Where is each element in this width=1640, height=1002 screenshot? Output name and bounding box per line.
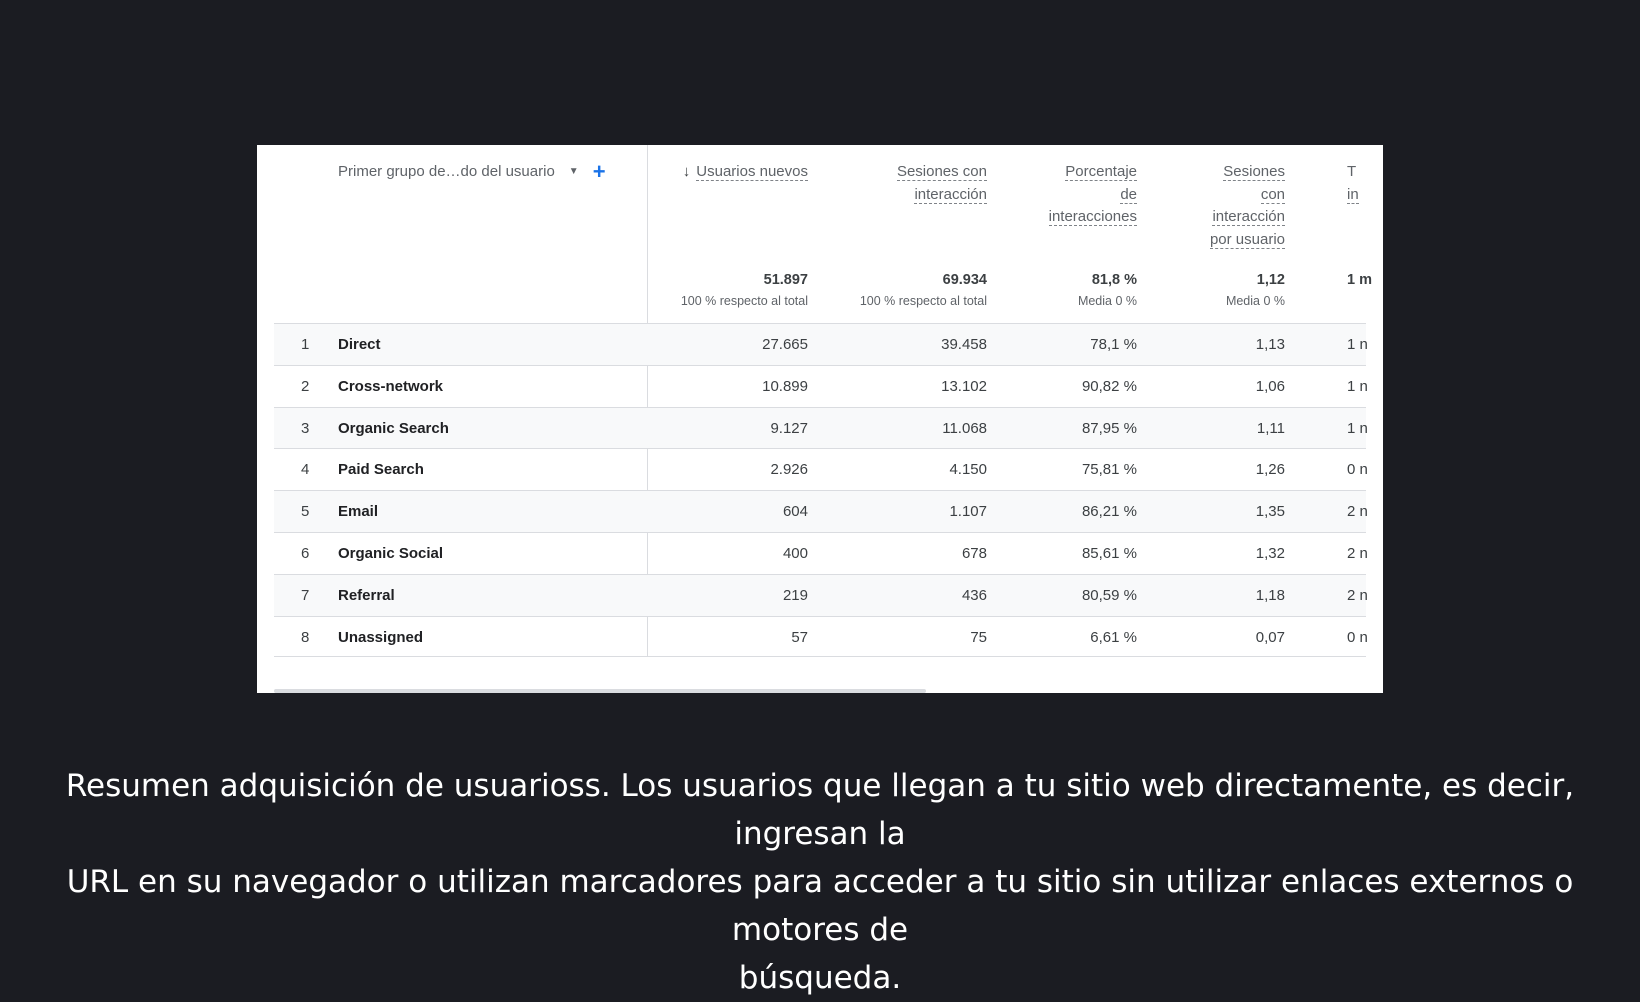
total-engagement-rate: 81,8 % Media 0 % <box>1077 272 1137 308</box>
column-header-truncated[interactable]: T in <box>1347 163 1359 203</box>
caption-line-3: búsqueda. <box>738 960 902 996</box>
table-row[interactable]: 1 Direct 27.665 39.458 78,1 % 1,13 1 n <box>274 324 1366 365</box>
chevron-down-icon[interactable]: ▼ <box>568 166 579 177</box>
table-row[interactable]: 2 Cross-network 10.899 13.102 90,82 % 1,06 1 n <box>301 378 1368 395</box>
acquisition-table <box>274 145 1372 657</box>
table-row[interactable]: 7 Referral 219 436 80,59 % 1,18 2 n <box>274 575 1366 616</box>
add-dimension-icon[interactable]: + <box>592 159 606 184</box>
column-header-new-users[interactable]: ↓ Usuarios nuevos <box>682 163 808 180</box>
dimension-header-label: Primer grupo de…do del usuario <box>338 163 555 180</box>
column-header-engagement-rate[interactable]: Porcentaje de interacciones <box>1048 163 1137 225</box>
row-divider <box>274 656 1366 657</box>
column-header-engaged-sessions[interactable]: Sesiones con interacción <box>896 163 987 203</box>
table-row[interactable]: 8 Unassigned 57 75 6,61 % 0,07 0 n <box>301 629 1368 646</box>
total-truncated: 1 m <box>1347 272 1372 288</box>
table-row[interactable]: 6 Organic Social 400 678 85,61 % 1,32 2 n <box>301 545 1368 562</box>
horizontal-scrollbar[interactable] <box>274 689 926 693</box>
table-row[interactable]: 5 Email 604 1.107 86,21 % 1,35 2 n <box>274 491 1366 532</box>
sort-arrow-down-icon[interactable]: ↓ <box>682 163 691 180</box>
table-row[interactable]: 4 Paid Search 2.926 4.150 75,81 % 1,26 0 n <box>301 461 1368 478</box>
table-row[interactable]: 3 Organic Search 9.127 11.068 87,95 % 1,11 1 n <box>274 408 1366 449</box>
total-new-users: 51.897 100 % respecto al total <box>680 272 808 308</box>
caption-line-1: Resumen adquisición de usuarioss. Los usuarios que llegan a tu sitio web directamente, es decir, ingresan la <box>65 768 1575 852</box>
column-header-engaged-sessions-per-user[interactable]: Sesiones con interacción por usuario <box>1209 163 1285 248</box>
total-engaged-sessions: 69.934 100 % respecto al total <box>859 272 987 308</box>
caption-text <box>0 762 1640 1002</box>
report-table-panel <box>257 145 1383 693</box>
caption-line-2: URL en su navegador o utilizan marcadores para acceder a tu sitio sin utilizar enlaces externos o motores de <box>66 864 1574 948</box>
dimension-selector[interactable] <box>338 159 606 184</box>
total-engaged-sessions-per-user: 1,12 Media 0 % <box>1225 272 1285 308</box>
